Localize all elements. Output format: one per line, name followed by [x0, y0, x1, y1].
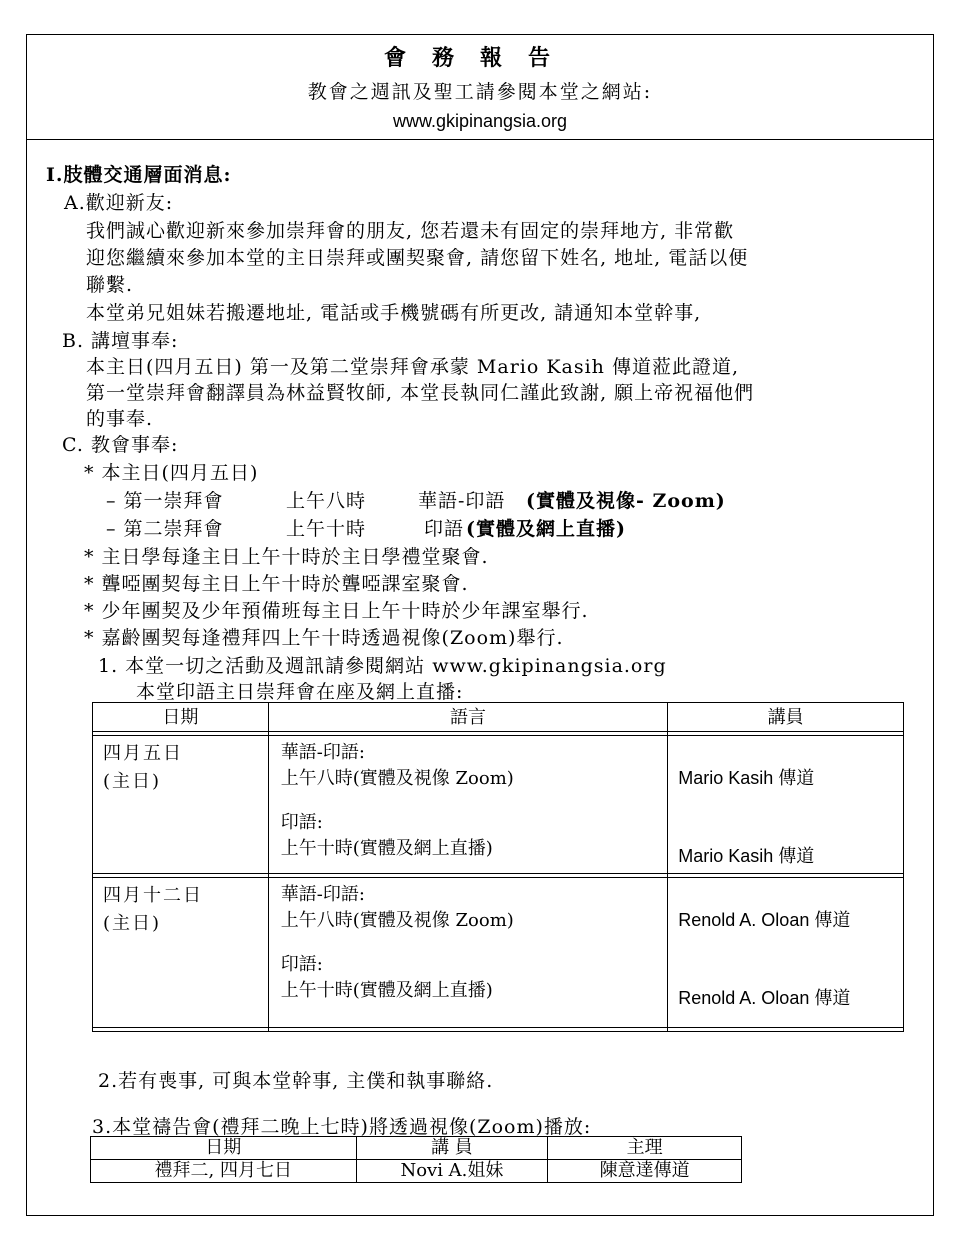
prayer-speaker: Novi A.姐妹: [356, 1160, 548, 1183]
language-time: 上午十時(實體及網上直播): [280, 838, 493, 859]
service1-mode: (實體及視像- Zoom): [526, 490, 726, 512]
date-cell: [93, 736, 269, 874]
language-name: 華語-印語:: [280, 884, 365, 905]
welcome-label: A.歡迎新友:: [64, 192, 174, 214]
service2-mode: (實體及網上直播): [466, 518, 626, 540]
language-cell: [268, 736, 667, 874]
speaker-cell: [668, 736, 904, 874]
prayer-date: 禮拜二, 四月七日: [91, 1160, 357, 1183]
service1-time: 上午八時: [286, 490, 367, 512]
table-gap: [93, 1028, 904, 1032]
note1-line1: 1. 本堂一切之活動及週訊請參閱網站 www.gkipinangsia.org: [98, 655, 667, 677]
speaker-name: Mario Kasih 傳道: [678, 768, 815, 788]
table-row: [93, 736, 904, 874]
service2-time: 上午十時: [286, 518, 367, 540]
schedule-header-date: 日期: [93, 703, 269, 732]
pulpit-text-3: 的事奉.: [86, 408, 154, 430]
prayer-header-date: 日期: [91, 1137, 357, 1160]
ministry-item-elderly: * 嘉齡團契每逢禮拜四上午十時透過視像(Zoom)舉行.: [84, 627, 564, 649]
schedule-header-speaker: 講員: [668, 703, 904, 732]
note2: 2.若有喪事, 可與本堂幹事, 主僕和執事聯絡.: [98, 1070, 494, 1092]
language-name: 印語:: [280, 954, 323, 975]
service1-name: – 第一崇拜會: [106, 490, 224, 512]
date-text: 四月五日: [103, 743, 183, 764]
speaker-cell: [668, 878, 904, 1028]
ministry-item-today: * 本主日(四月五日): [84, 462, 259, 484]
prayer-header-leader: 主理: [548, 1137, 742, 1160]
schedule-header-row: [93, 703, 904, 732]
section-heading: I.肢體交通層面消息:: [46, 164, 232, 186]
ministry-item-youth: * 少年團契及少年預備班每主日上午十時於少年課室舉行.: [84, 600, 589, 622]
pulpit-text-2: 第一堂崇拜會翻譯員為林益賢牧師, 本堂長執同仁謹此致謝, 願上帝祝福他們: [86, 382, 755, 404]
date-cell: [93, 878, 269, 1028]
prayer-leader: 陳意達傳道: [548, 1160, 742, 1183]
prayer-table: [90, 1136, 742, 1183]
page-title: 會務報告: [383, 45, 576, 71]
service2-lang: 印語: [424, 518, 465, 540]
language-time: 上午八時(實體及視像 Zoom): [280, 910, 514, 931]
language-cell: [268, 878, 667, 1028]
header: [27, 35, 933, 140]
welcome-text-1: 我們誠心歡迎新來參加崇拜會的朋友, 您若還未有固定的崇拜地方, 非常歡: [86, 220, 735, 242]
schedule-header-language: 語言: [268, 703, 667, 732]
ministry-label: C. 教會事奉:: [62, 434, 179, 456]
note1-line2: 本堂印語主日崇拜會在座及網上直播:: [136, 681, 464, 703]
note3: 3.本堂禱告會(禮拜二晚上七時)將透過視像(Zoom)播放:: [92, 1116, 592, 1138]
speaker-name: Renold A. Oloan 傳道: [678, 910, 851, 930]
welcome-text-3: 聯繫.: [86, 274, 134, 296]
ministry-item-deaf: * 聾啞團契每主日上午十時於聾啞課室聚會.: [84, 573, 469, 595]
schedule-table: [92, 702, 904, 1032]
table-row: [91, 1160, 742, 1183]
service1-lang: 華語-印語: [418, 490, 506, 512]
page-subtitle: 教會之週訊及聖工請參閱本堂之網站:: [307, 81, 653, 103]
language-time: 上午十時(實體及網上直播): [280, 980, 493, 1001]
date-text: 四月十二日: [103, 885, 203, 906]
ministry-item-sunday-school: * 主日學每逢主日上午十時於主日學禮堂聚會.: [84, 546, 489, 568]
language-name: 華語-印語:: [280, 742, 365, 763]
prayer-header-speaker: 講 員: [356, 1137, 548, 1160]
speaker-name: Mario Kasih 傳道: [678, 846, 815, 866]
prayer-header-row: [91, 1137, 742, 1160]
language-name: 印語:: [280, 812, 323, 833]
welcome-text-4: 本堂弟兄姐妹若搬遷地址, 電話或手機號碼有所更改, 請通知本堂幹事,: [86, 302, 702, 324]
pulpit-text-1: 本主日(四月五日) 第一及第二堂崇拜會承蒙 Mario Kasih 傳道蒞此證道,: [86, 356, 739, 378]
welcome-text-2: 迎您繼續來參加本堂的主日崇拜或團契聚會, 請您留下姓名, 地址, 電話以便: [86, 247, 749, 269]
service2-name: – 第二崇拜會: [106, 518, 224, 540]
website-link[interactable]: www.gkipinangsia.org: [392, 111, 568, 131]
day-text: (主日): [103, 913, 162, 934]
day-text: (主日): [103, 771, 162, 792]
language-time: 上午八時(實體及視像 Zoom): [280, 768, 514, 789]
speaker-name: Renold A. Oloan 傳道: [678, 988, 851, 1008]
table-row: [93, 878, 904, 1028]
pulpit-label: B. 講壇事奉:: [62, 330, 179, 352]
